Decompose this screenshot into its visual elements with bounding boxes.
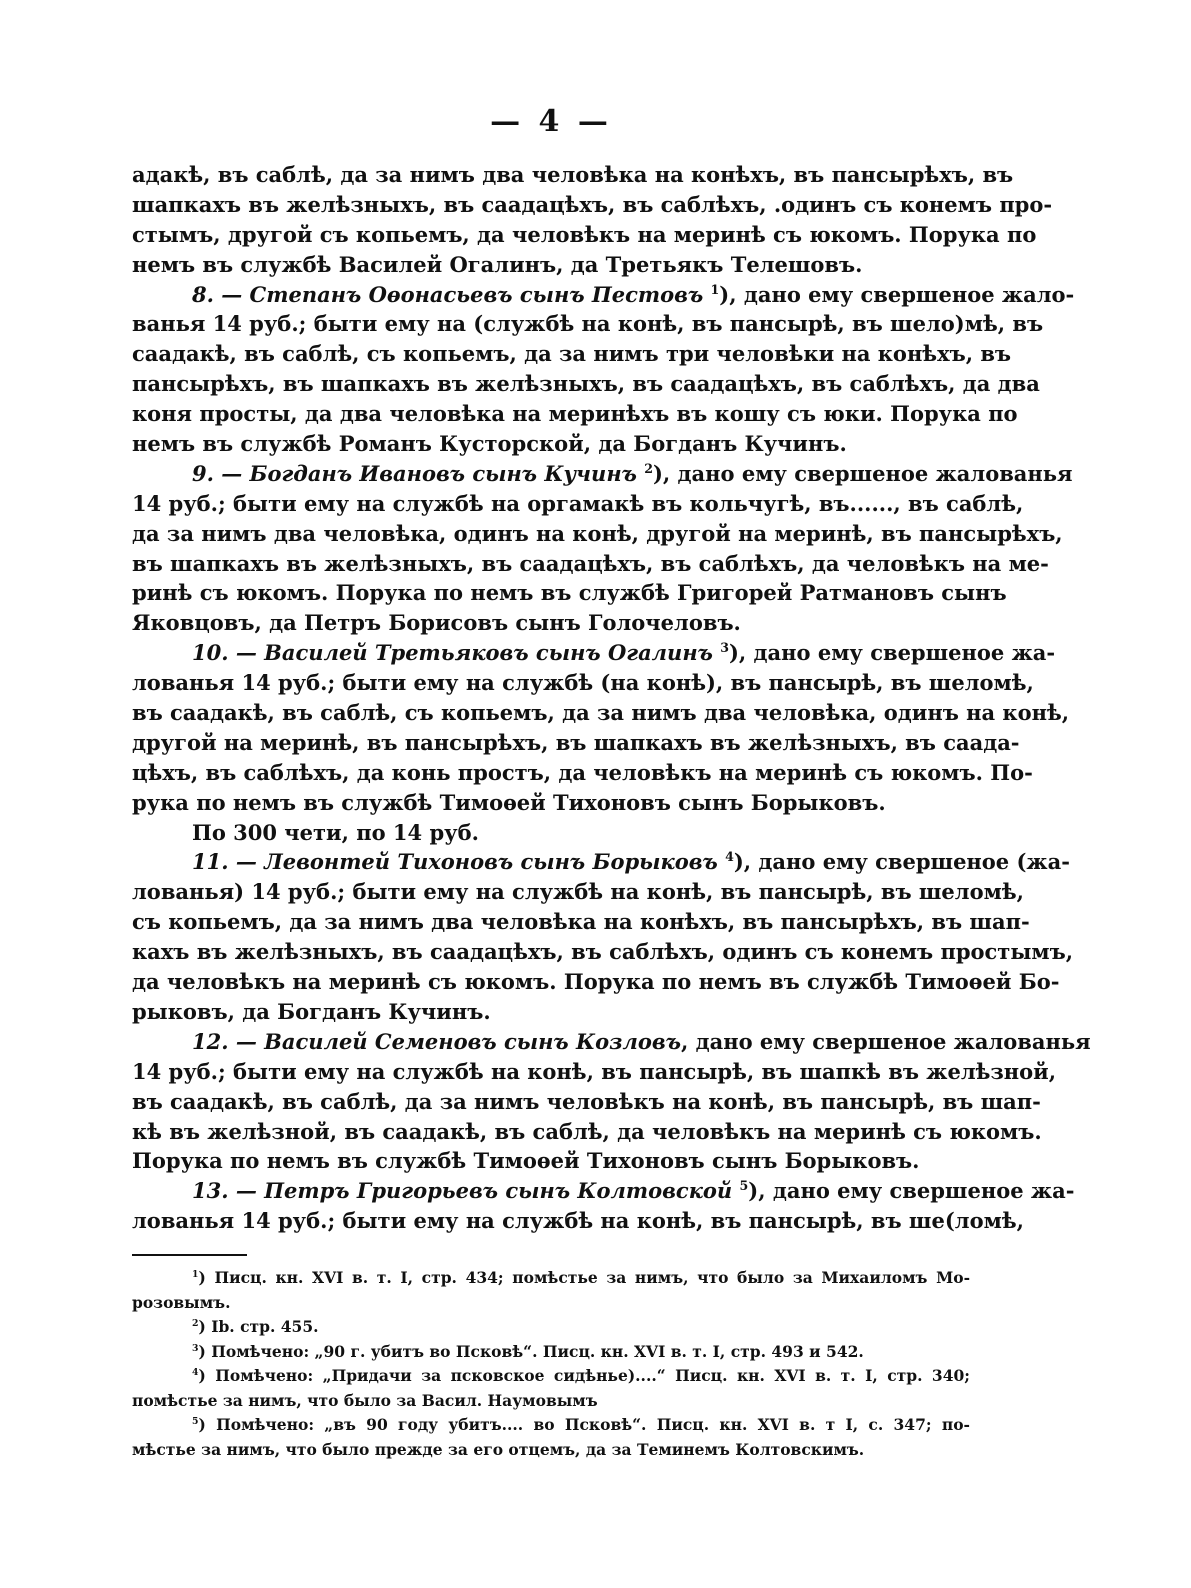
entry-13-heading: 13. — Петръ Григорьевъ сынъ Колтовской $^5$), дано ему свершеное жа- [192,1178,1075,1204]
text-line: немъ въ службѣ Романъ Кусторской, да Богданъ Кучинъ. [132,431,847,457]
entry-name: 8. — Степанъ Оѳонасьевъ сынъ Пестовъ [192,281,704,307]
text-line: лованья 14 руб.; быти ему на службѣ на конѣ, въ пансырѣ, въ ше(ломѣ, [132,1208,1024,1234]
text-line: другой на меринѣ, въ пансырѣхъ, въ шапкахъ въ желѣзныхъ, въ саада- [132,729,1020,755]
text-line: саадакѣ, въ саблѣ, съ копьемъ, да за нимъ три человѣки на конѣхъ, въ [132,341,1012,367]
footnote-divider [132,1254,247,1256]
text-line: кѣ въ желѣзной, въ саадакѣ, въ саблѣ, да человѣкъ на меринѣ съ юкомъ. [132,1118,1042,1144]
footnote-2: $^2$) Ib. стр. 455. [192,1317,319,1336]
footnote-ref: 4 [725,849,734,865]
text-line: въ саадакѣ, въ саблѣ, да за нимъ человѣкъ на конѣ, въ пансырѣ, въ шап- [132,1088,1041,1114]
text-line: коня просты, да два человѣка на меринѣхъ въ кошу съ юки. Порука по [132,401,1018,427]
footnote-3: $^3$) Помѣчено: „90 г. убитъ во Псковѣ“. Писц. кн. XVI в. т. I, стр. 493 и 542. [192,1341,864,1361]
footnote-4-cont: помѣстье за нимъ, что было за Васил. Наумовымъ [132,1390,598,1410]
footnote-ref: 1 [710,281,720,297]
entry-name: 11. — Левонтей Тихоновъ сынъ Борыковъ [192,849,718,875]
entry-10-heading: 10. — Василей Третьяковъ сынъ Огалинъ $^3$), дано ему свершеное жа- [192,640,1056,666]
footnote-ref: 5 [739,1178,749,1194]
footnote-1: $^1$) Писц. кн. XVI в. т. I, стр. 434; помѣстье за нимъ, что было за Михаиломъ Мо- [192,1268,970,1287]
text-line: въ саадакѣ, въ саблѣ, съ копьемъ, да за нимъ два человѣка, одинъ на конѣ, [132,700,1070,726]
text-line: шапкахъ въ желѣзныхъ, въ саадацѣхъ, въ саблѣхъ, .одинъ съ конемъ про- [132,191,1053,217]
section-heading: По 300 чети, по 14 руб. [192,819,479,845]
entry-name: 9. — Богданъ Ивановъ сынъ Кучинъ [192,460,637,486]
text-line: лованья 14 руб.; быти ему на службѣ (на конѣ), въ пансырѣ, въ шеломѣ, [132,670,1034,696]
main-text [132,160,1091,1236]
text-line: съ копьемъ, да за нимъ два человѣка на конѣхъ, въ пансырѣхъ, въ шап- [132,909,1030,935]
footnote-ref: 2 [644,460,653,476]
footnote-5-cont: мѣстье за нимъ, что было прежде за его отцемъ, да за Теминемъ Колтовскимъ. [132,1439,865,1459]
footnote-4: $^4$) Помѣчено: „Придачи за псковское сидѣнье)....“ Писц. кн. XVI в. т. I, стр. 340; [192,1366,970,1385]
text-line: лованья) 14 руб.; быти ему на службѣ на конѣ, въ пансырѣ, въ шеломѣ, [132,879,1024,905]
entry-8-heading: 8. — Степанъ Оѳонасьевъ сынъ Пестовъ $^1$), дано ему свершеное жало- [192,281,1075,307]
text-line: рука по немъ въ службѣ Тимоѳей Тихоновъ сынъ Борыковъ. [132,789,886,815]
text-line: пансырѣхъ, въ шапкахъ въ желѣзныхъ, въ саадацѣхъ, въ саблѣхъ, да два [132,371,1040,397]
text-line: Порука по немъ въ службѣ Тимоѳей Тихоновъ сынъ Борыковъ. [132,1148,920,1174]
entry-12-heading: 12. — Василей Семеновъ сынъ Козловъ, дано ему свершеное жалованья [192,1028,1091,1054]
text-line: ринѣ съ юкомъ. Порука по немъ въ службѣ Григорей Ратмановъ сынъ [132,580,1007,606]
text-line: 14 руб.; быти ему на службѣ на оргамакѣ въ кольчугѣ, въ......, въ саблѣ, [132,490,1024,516]
text-line: въ шапкахъ въ желѣзныхъ, въ саадацѣхъ, въ саблѣхъ, да человѣкъ на ме- [132,550,1049,576]
text-line: рыковъ, да Богданъ Кучинъ. [132,998,491,1024]
text-line: Яковцовъ, да Петръ Борисовъ сынъ Голочеловъ. [132,610,741,636]
footnote-ref: 3 [720,640,729,656]
text-line: ванья 14 руб.; быти ему на (службѣ на конѣ, въ пансырѣ, въ шело)мѣ, въ [132,311,1044,337]
text-line: адакѣ, въ саблѣ, да за нимъ два человѣка на конѣхъ, въ пансырѣхъ, въ [132,162,1014,187]
footnote-5: $^5$) Помѣчено: „въ 90 году убитъ.... во Псковѣ“. Писц. кн. XVI в. т I, с. 347; по- [192,1415,970,1434]
entry-name: 13. — Петръ Григорьевъ сынъ Колтовской [192,1178,733,1204]
text-line: цѣхъ, въ саблѣхъ, да конь простъ, да человѣкъ на меринѣ съ юкомъ. По- [132,759,1033,785]
text-line: да за нимъ два человѣка, одинъ на конѣ, другой на меринѣ, въ пансырѣхъ, [132,520,1063,546]
footnote-1-cont: розовымъ. [132,1292,231,1312]
text-line: немъ въ службѣ Василей Огалинъ, да Третьякъ Телешовъ. [132,251,863,277]
page-number: — 4 — [490,104,612,139]
entry-name: 12. — Василей Семеновъ сынъ Козловъ [192,1028,681,1054]
entry-11-heading: 11. — Левонтей Тихоновъ сынъ Борыковъ $^4$), дано ему свершеное (жа- [192,849,1070,875]
text-line: 14 руб.; быти ему на службѣ на конѣ, въ пансырѣ, въ шапкѣ въ желѣзной, [132,1058,1057,1084]
text-line: да человѣкъ на меринѣ съ юкомъ. Порука по немъ въ службѣ Тимоѳей Бо- [132,969,1060,995]
footnotes [132,1266,970,1462]
entry-name: 10. — Василей Третьяковъ сынъ Огалинъ [192,640,713,666]
entry-9-heading: 9. — Богданъ Ивановъ сынъ Кучинъ $^2$), дано ему свершеное жалованья [192,460,1073,486]
text-line: стымъ, другой съ копьемъ, да человѣкъ на меринѣ съ юкомъ. Порука по [132,221,1037,247]
text-line: кахъ въ желѣзныхъ, въ саадацѣхъ, въ саблѣхъ, одинъ съ конемъ простымъ, [132,939,1074,965]
